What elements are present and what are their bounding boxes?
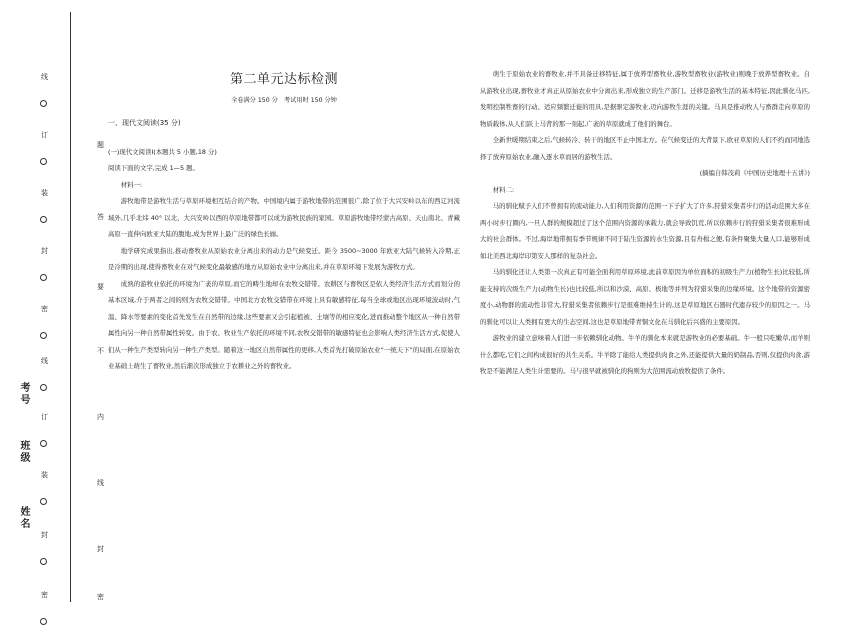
- paragraph: 成熟的游牧业依托的环境为广袤的草原,而它的畴生地却在农牧交错带。农耕区与畜牧区是依人类经济生活方式而划分的基本区域,介于两者之间的则为农牧交错带。中国北方农牧交错带在环境上具有敏感特征,每当全球或地区出现环境波动时,气温、降水等要素的变化首先发生在自然带的边缘,这些要素又会引起植被、土壤等的相应变化,进而推动整个地区从一种自然带属性向另一种自然带属性转变。由于农、牧业生产依托的环境不同,农牧交错带的敏感特征也会影响人类经济生活方式,促使人们从一种生产类型转向另一种生产类型。随着这一地区自然带属性的更移,人类首先打破原始农业“一统天下”的局面,在原始农业基础上萌生了畜牧业,然后渐次形成独立于农耕业之外的畜牧业。: [108, 279, 460, 370]
- binding-mark: 线: [41, 73, 48, 81]
- binding-mark: 线: [41, 357, 48, 365]
- binding-mark: 密: [41, 591, 48, 599]
- subsection-heading: (一)现代文阅读Ⅰ(本题共 5 小题,18 分): [108, 147, 217, 156]
- binding-hole-icon: [40, 558, 47, 565]
- material-label: 材料二:: [492, 185, 515, 194]
- class-field[interactable]: 班级: [18, 440, 29, 464]
- material-label: 材料一:: [120, 180, 143, 189]
- paragraph: 萌生于原始农业的畜牧业,并不具备迁移特征,属于放养型畜牧业,游牧型畜牧业(游牧业)则晚于放养型畜牧业。自从游牧业出现,畜牧业才真正从原始农业中分离出来,形成独立的生产部门。迁移是游牧生活的基本特征,因此驯化马匹,发明控制牲畜的行动、适应频繁迁徙的用具,是据驱定游牧业,迈向游牧生涯的关键。马具是推动牧人与畜群走向草原的物质载体,从人们跃上马背的那一刻起,广袤的草原就成了他们的舞台。: [480, 70, 810, 128]
- inner-mark: 密: [97, 593, 104, 601]
- inner-mark: 内: [97, 413, 104, 421]
- left-column: [108, 115, 460, 375]
- binding-hole-icon: [40, 100, 47, 107]
- binding-mark: 装: [41, 471, 48, 479]
- binding-hole-icon: [40, 618, 47, 625]
- paragraph: 游牧地带是游牧生活与草原环境相互结合的产物。中国境内属于游牧地带的范围很广,除了位于大兴安岭以东的西辽河流域外,几乎北纬 40° 以北、大兴安岭以西的草原地带都可以成为游牧民族的家园。草原游牧地带经蒙古高原、天山南北、青藏高原一直伸向欧亚大陆的腹地,成为世界上最广泛的绿色长廊。: [108, 197, 460, 238]
- inner-mark: 封: [97, 545, 104, 553]
- inner-mark: 线: [97, 479, 104, 487]
- paragraph: 马的驯化还让人类第一次真正有可能全面利用草原环境,此前草原因为单位面积的初级生产力(植物生长)比较低,所能支持的次级生产力(动物生长)也比较低,所以和沙漠、高原、极地等并列为狩猎采集的边缘环境。这个地带的资源密度小,动物群的流动性非常大,狩猎采集者依赖步行是很难维持生计的,这是草原地区石器时代遗存较少的原因之一。马的驯化可以让人类拥有更大的生态空间,这也是草原地带青铜文化在马驯化后兴盛的主要原因。: [480, 268, 810, 326]
- binding-hole-icon: [40, 440, 47, 447]
- binding-hole-icon: [40, 384, 47, 391]
- citation: (摘编自韩茂莉《中国历史地理十五讲》): [699, 169, 810, 177]
- binding-hole-icon: [40, 158, 47, 165]
- binding-hole-icon: [40, 274, 47, 281]
- binding-line: [70, 12, 71, 602]
- binding-mark: 装: [41, 189, 48, 197]
- right-column: [480, 66, 810, 380]
- instruction: 阅读下面的文字,完成 1—5 题。: [108, 164, 199, 172]
- exam-number-field[interactable]: 考号: [18, 382, 29, 406]
- name-field[interactable]: 姓名: [18, 506, 29, 530]
- binding-hole-icon: [40, 216, 47, 223]
- inner-mark: 题: [97, 141, 104, 149]
- binding-mark: 封: [41, 531, 48, 539]
- paragraph: 全新世暖期结束之后,气候转冷、转干的地区不止中国北方。在气候变迁的大背景下,欧亚草原的人们不约而同地选择了放弃原始农业,融入逐水草而居的游牧生活。: [480, 136, 810, 161]
- paragraph: 马的驯化赋予人们不曾拥有的流动能力,人们利用资源的范围一下子扩大了许多,狩猎采集者步行的活动范围大多在两小时步行圈内,一旦人群的规模超过了这个范围内资源的承载力,就会导致饥荒,所以依赖步行的狩猎采集者很难形成大的社会群体。不过,海岸地带拥有季节规律不同于陆生资源的水生资源,且有舟楫之便,有条件聚集大量人口,能够形成如北美西北海岸印第安人那样的复杂社会。: [480, 202, 810, 260]
- page-title: 第二单元达标检测: [229, 72, 338, 87]
- inner-mark: 要: [97, 283, 104, 291]
- binding-mark: 密: [41, 305, 48, 313]
- binding-mark: 订: [41, 131, 48, 139]
- binding-mark: 封: [41, 247, 48, 255]
- binding-hole-icon: [40, 498, 47, 505]
- section-heading: 一、现代文阅读(35 分): [108, 119, 181, 127]
- paragraph: 地学研究成果指出,推动畜牧业从原始农业分离出来的动力是气候变迁。距今 3500~3000 年欧亚大陆气候转入冷期,正是冷期的出现,使得畜牧业在对气候变化最敏感的地方从原始农业中分离出来,并在草原环境下发展为游牧方式。: [108, 246, 460, 271]
- page-subtitle: 全卷满分 150 分 考试用时 150 分钟: [231, 97, 337, 104]
- binding-mark: 订: [41, 413, 48, 421]
- paragraph: 游牧业的建立意味着人们进一步依赖驯化动物。牛羊的驯化本来就是游牧业的必要基础。牛一般只吃嫩草,而羊则什么都吃,它们之间构成很好的共生关系。牛羊除了能给人类提供肉食之外,还能提供大量的奶制品,否则,仅提供肉食,游牧是不能满足人类生计需要的。马与很早就被驯化的狗则为大范围流动放牧提供了条件。: [480, 334, 810, 375]
- inner-mark: 不: [97, 347, 104, 355]
- binding-hole-icon: [40, 332, 47, 339]
- inner-mark: 答: [97, 213, 104, 221]
